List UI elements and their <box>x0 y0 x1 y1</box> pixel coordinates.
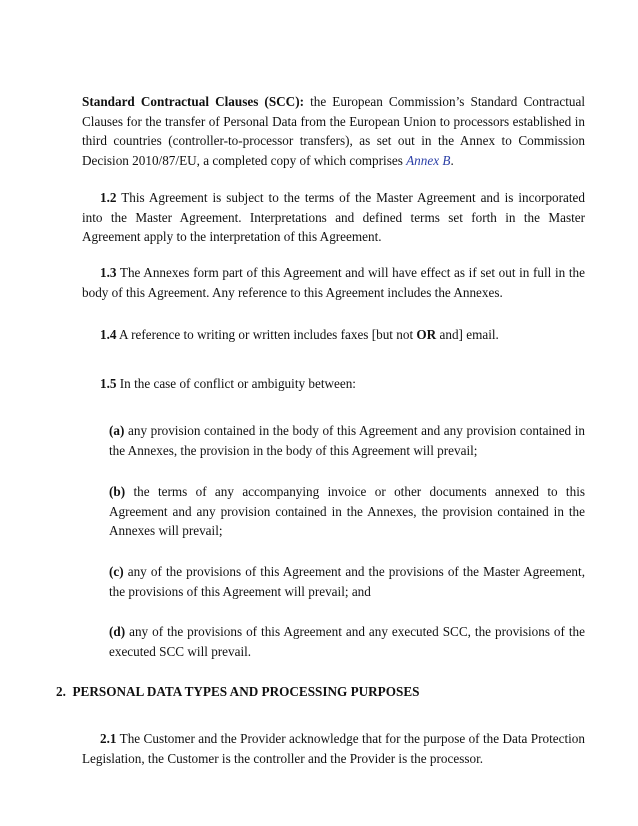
subclause-label: (d) <box>109 624 126 639</box>
clause-text: A reference to writing or written includes faxes [but not <box>116 327 417 342</box>
section-2-heading: 2. PERSONAL DATA TYPES AND PROCESSING PURPOSES <box>56 684 420 699</box>
clause-2-1 <box>82 729 585 768</box>
clause-1-2 <box>82 188 585 247</box>
subclause-a <box>109 421 585 460</box>
subclause-d <box>109 622 585 661</box>
subclause-text: any provision contained in the body of this Agreement and any provision contained in the Annexes, the provision in the body of this Agreement will prevail; <box>109 423 585 458</box>
clause-emphasis: OR <box>416 327 437 342</box>
scc-definition-text: the European Commission’s Standard Contractual Clauses for the transfer of Personal Data from the European Union to processors established in third countries (controller-to-processor transfers), as set out in the Annex to Commission Decision 2010/87/EU, a completed copy of which comprises <box>82 94 585 168</box>
scc-definition <box>82 92 585 170</box>
clause-number: 1.5 <box>100 376 117 391</box>
clause-number: 1.3 <box>100 265 117 280</box>
clause-1-4 <box>100 325 585 345</box>
scc-definition-end: . <box>450 152 454 168</box>
clause-text: This Agreement is subject to the terms of the Master Agreement and is incorporated into the Master Agreement. Interpretations and defined terms set forth in the Master Agreement apply to the interpretation of this Agreement. <box>82 190 585 245</box>
clause-number: 1.4 <box>100 327 117 342</box>
scc-term: Standard Contractual Clauses (SCC): <box>82 94 304 109</box>
clause-1-5 <box>100 374 585 394</box>
subclause-label: (a) <box>109 423 125 438</box>
subclause-b <box>109 482 585 541</box>
clause-number: 1.2 <box>100 190 117 205</box>
subclause-text: any of the provisions of this Agreement and any executed SCC, the provisions of the executed SCC will prevail. <box>109 624 585 659</box>
clause-text-end: and] email. <box>436 327 499 342</box>
subclause-label: (c) <box>109 564 124 579</box>
subclause-text: any of the provisions of this Agreement and the provisions of the Master Agreement, the provisions of this Agreement will prevail; and <box>109 564 585 599</box>
subclause-text: the terms of any accompanying invoice or other documents annexed to this Agreement and any provision contained in the Annexes, the provision contained in the Annexes will prevail; <box>109 484 585 539</box>
subclause-label: (b) <box>109 484 126 499</box>
subclause-c <box>109 562 585 601</box>
clause-text: In the case of conflict or ambiguity between: <box>116 376 356 391</box>
clause-text: The Customer and the Provider acknowledge that for the purpose of the Data Protection Legislation, the Customer is the controller and the Provider is the processor. <box>82 731 585 766</box>
clause-1-3 <box>82 263 585 302</box>
clause-text: The Annexes form part of this Agreement and will have effect as if set out in full in the body of this Agreement. Any reference to this Agreement includes the Annexes. <box>82 265 585 300</box>
clause-number: 2.1 <box>100 731 117 746</box>
annex-b-link[interactable]: Annex B <box>406 152 451 168</box>
